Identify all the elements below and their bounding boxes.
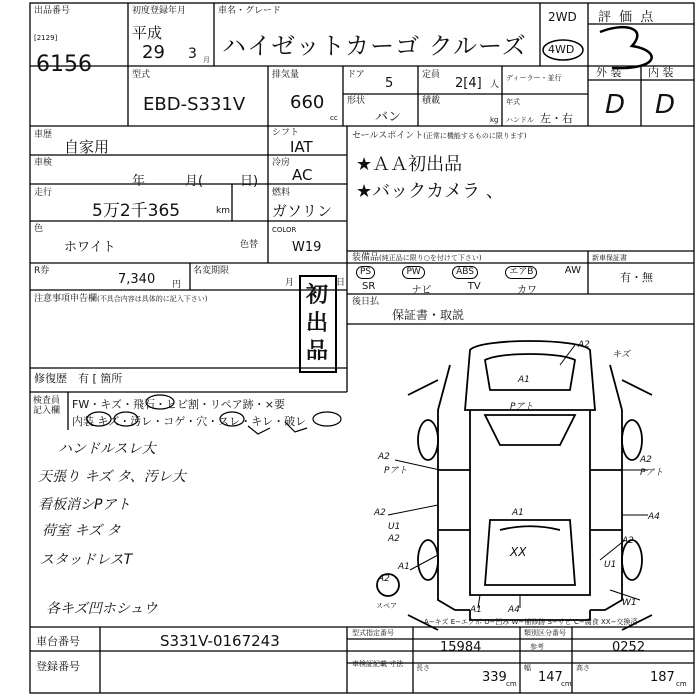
category: 0252 <box>612 640 646 655</box>
model-year-label: 年式 <box>506 98 520 106</box>
warranty: 有・無 <box>620 271 653 284</box>
shape: バン <box>375 110 402 125</box>
equip-tv: TV <box>467 281 481 292</box>
shift-label: シフト <box>272 128 300 138</box>
dealer-label: ディーラー・並行 <box>506 74 562 82</box>
color-code-label: COLOR <box>272 226 297 234</box>
equip-pw: PW <box>402 266 424 279</box>
category-label: 類別区分番号 <box>524 629 566 637</box>
equipment-row-2 <box>362 281 537 296</box>
mark-17: A4 <box>648 512 660 522</box>
interior-label: 内 装 <box>648 66 674 79</box>
mark-21: A1 <box>470 605 482 615</box>
lot-label: 出品番号 <box>34 6 71 16</box>
history-label: 車歴 <box>34 130 53 140</box>
mark-1: A2 <box>578 340 590 350</box>
ac: AC <box>292 166 313 184</box>
handle: 左・右 <box>540 112 573 125</box>
interior-grade: D <box>655 90 676 120</box>
width-label: 幅 <box>524 664 531 672</box>
recycle-fee: 7,340 <box>118 272 156 287</box>
equipment-label-note: (純正品に限り○を付けて下さい) <box>379 254 482 262</box>
mark-12: A1 <box>512 508 524 518</box>
inspection-label: 車検 <box>34 158 53 168</box>
equipment-label <box>352 253 482 263</box>
dims-label: 車検証記載 寸法 <box>352 660 404 668</box>
car-diagram <box>377 341 652 630</box>
mark-4: Pアト <box>510 402 534 412</box>
mileage-label: 走行 <box>34 188 53 198</box>
damage-legend: A−キズ E−エクボ U−凹み W−補修跡 S−サビ C−腐食 XX−交換済 <box>424 618 638 626</box>
selling-point-2: ★バックカメラ 、 <box>356 181 504 202</box>
width: 147 <box>538 670 563 685</box>
inspection-month: 月( <box>185 174 204 189</box>
length-label: 長さ <box>416 664 430 672</box>
model: EBD-S331V <box>143 94 246 115</box>
name-change-day: 日 <box>336 278 346 288</box>
spare-label: スペア <box>376 602 397 610</box>
ac-label: 冷房 <box>272 158 291 168</box>
repair-value: 有 [ 箇所 <box>78 372 123 385</box>
notes-label-note: (不具合内容は具体的に記入下さい) <box>97 295 208 303</box>
handwritten-note-4: 荷室 キズ タ <box>42 523 121 539</box>
mark-10: U1 <box>388 522 401 532</box>
mileage-unit: km <box>216 206 230 216</box>
month-unit: 月 <box>203 56 210 64</box>
chassis-label: 車台番号 <box>36 635 80 648</box>
color: ホワイト <box>64 240 116 255</box>
mileage: 5万2千365 <box>92 201 181 221</box>
lot-number: 6156 <box>36 52 92 77</box>
height-unit: cm <box>676 680 687 688</box>
after-value: 保証書・取説 <box>392 308 465 322</box>
era: 平成 <box>132 24 163 42</box>
equip-abs: ABS <box>452 266 478 279</box>
mark-6: Pアト <box>384 466 408 476</box>
type-designation-label: 型式指定番号 <box>352 629 394 637</box>
reference-label: 参考 <box>530 643 544 651</box>
inspector-fw-line: FW・キズ・飛石・ヒビ割・リペア跡・×要 <box>72 398 285 411</box>
inspection-year: 年 <box>132 174 146 189</box>
registration-label: 登録番号 <box>36 660 80 673</box>
mark-7: A2 <box>640 455 652 465</box>
chassis-number: S331V-0167243 <box>160 632 280 650</box>
length-unit: cm <box>506 680 517 688</box>
equipment-label-text: 装備品 <box>352 253 380 263</box>
mark-19: W1 <box>622 598 637 608</box>
repair-label: 修復歴 <box>34 372 67 385</box>
equip-aw: AW <box>564 265 581 276</box>
first-listing-stamp: 初出品 <box>306 283 329 364</box>
notes-label-text: 注意事項申告欄 <box>34 294 98 304</box>
after-label: 後日払 <box>352 297 380 307</box>
first-reg-label: 初度登録年月 <box>132 6 187 16</box>
height-label: 高さ <box>576 664 590 672</box>
grade-label: 評 価 点 <box>598 10 656 25</box>
mark-15: A2 <box>378 574 390 584</box>
car-name-label: 車名・グレード <box>218 6 282 16</box>
capacity: 2[4] <box>455 76 482 91</box>
displacement-label: 排気量 <box>272 70 300 80</box>
mark-11: A2 <box>388 534 400 544</box>
capacity-label: 定員 <box>422 70 441 80</box>
exterior-grade: D <box>605 90 626 120</box>
type-designation: 15984 <box>440 640 482 655</box>
color-change-label: 色替 <box>240 240 259 250</box>
equip-leather: カワ <box>517 285 537 296</box>
equip-ps: PS <box>356 266 375 279</box>
doors: 5 <box>385 76 394 91</box>
drive-2wd: 2WD <box>548 10 577 24</box>
shape-label: 形状 <box>347 96 366 106</box>
mark-14: A1 <box>398 562 410 572</box>
grade-mark <box>600 27 652 68</box>
mark-2: キズ <box>612 350 630 360</box>
displacement-unit: cc <box>330 114 338 122</box>
exterior-label: 外 装 <box>596 66 622 79</box>
recycle-unit: 円 <box>172 280 182 290</box>
length: 339 <box>482 670 507 685</box>
notes-label <box>34 294 207 304</box>
name-change-month: 月 <box>285 278 295 288</box>
handwritten-note-6: 各キズ凹ホシュウ <box>46 601 158 617</box>
reg-year: 29 <box>142 42 165 63</box>
equip-sr: SR <box>362 281 376 292</box>
handwritten-note-2: 天張り キズ タ、汚レ大 <box>38 469 186 485</box>
load-label: 積載 <box>422 96 441 106</box>
handwritten-note-5: スタッドレスT <box>40 552 133 568</box>
mark-20: A4 <box>508 605 520 615</box>
displacement: 660 <box>290 92 325 113</box>
shift: IAT <box>290 138 313 156</box>
handle-label: ハンドル <box>506 116 534 124</box>
name-change-label: 名変期限 <box>193 266 230 276</box>
color-label: 色 <box>34 224 44 234</box>
height: 187 <box>650 670 675 685</box>
capacity-unit: 人 <box>490 80 500 90</box>
reg-month: 3 <box>188 46 197 62</box>
model-label: 型式 <box>132 70 151 80</box>
lot-sub: [2129] <box>34 34 58 42</box>
mark-18: U1 <box>604 560 617 570</box>
car-name: ハイゼットカーゴ クルーズ <box>222 32 527 60</box>
warranty-label: 新車保証書 <box>592 254 627 262</box>
inspection-day: 日) <box>240 174 259 189</box>
equip-navi: ナビ <box>411 285 432 296</box>
mark-8: Pアト <box>640 468 664 478</box>
selling-points-label <box>352 131 527 141</box>
mark-13: XX <box>510 545 527 559</box>
equipment-row-1 <box>356 266 581 279</box>
color-code: W19 <box>292 240 322 255</box>
sp-label-note: (正常に機能するものに限ります) <box>423 132 527 140</box>
doors-label: ドア <box>347 70 365 80</box>
width-unit: cm <box>561 680 572 688</box>
handwritten-note-3: 看板消シPアト <box>38 497 131 513</box>
selling-point-1: ★ＡＡ初出品 <box>356 154 463 175</box>
mark-16: A2 <box>622 536 634 546</box>
recycle-label: R券 <box>34 266 50 276</box>
history: 自家用 <box>64 138 110 156</box>
mark-3: A1 <box>518 375 530 385</box>
sp-label-text: セールスポイント <box>352 131 424 141</box>
equip-airbag: エアB <box>505 266 537 279</box>
inspector-interior-line: 内装 キズ・汚レ・コゲ・穴・スレ・キレ・破レ <box>72 415 307 428</box>
mark-5: A2 <box>378 452 390 462</box>
fuel-label: 燃料 <box>272 188 291 198</box>
handwritten-note-1: ハンドルスレ大 <box>58 441 156 457</box>
mark-9: A2 <box>374 508 386 518</box>
inspector-label: 検査員記入欄 <box>33 396 61 416</box>
fuel: ガソリン <box>272 202 333 220</box>
load-unit: kg <box>490 116 499 124</box>
drive-4wd: 4WD <box>548 43 575 56</box>
